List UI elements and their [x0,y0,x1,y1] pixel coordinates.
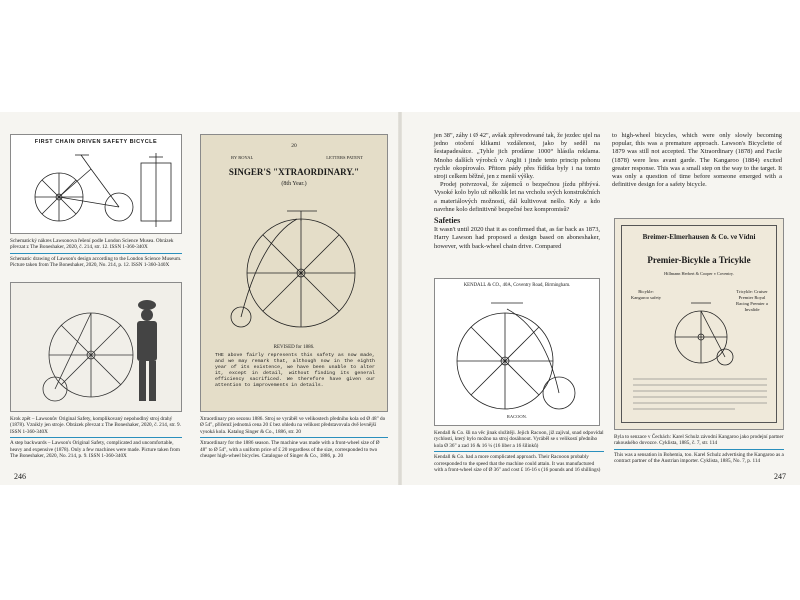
figure-safety-caption [10,238,182,271]
advert-right-column: Tricykle: Cruiser Premier Royal Racing Premier a Invalide [736,289,768,312]
caption-en: This was a sensation in Bohemia, too. Karel Schulz advertising the Kangaroo as a contract partner of the Austrian importer. Cyklista, 1885, No. 7, p. 114 [614,451,784,465]
paragraph-cz-2: Prodej potvrzoval, že zájemců o bezpečnou jízdu přibývá. Vysoké kolo bylo už několik let na vrcholu svých konstrukčních a materiálových možností, dál kultivovat nešlo. Kdy a kdo navrhne kolo definitivně bezpečné bez kompromisů? [434,181,600,213]
caption-cz: Kendall & Co. šli na věc jinak složitěji. Jejich Racoon, již zajíval, snad odpovídal rychlosti, který bylo možno na stroj dosáhnout. Vyráběl se s velikostí předního kola Ø 36" a zad 16 & 16 ¼ (16 liber a 16 šilinků) [434,430,604,449]
xtraordinary-bicycle-drawing [201,189,388,349]
caption-en: Schematic drawing of Lawson's design according to the London Science Museum. Picture taken from The Boneshaker, 2020, No. 214, p. 12. ISSN 1-360-340X [10,255,182,269]
catalogue-revised: REVISED for 1886. [273,345,315,350]
catalogue-subtitle: (8th Year.) [281,181,307,187]
figure-xtraordinary-catalogue [200,134,388,412]
advert-subtitle: Premier-Bicykle a Tricykle [647,255,751,265]
caption-cz: Schematický nákres Lawsonova řešení podle London Science Musea. Obrázek převzat z The Boneshaker, 2020, č. 214, str. 12. ISSN 1-360-340X [10,238,174,251]
figure-label: RACOON. [506,414,528,419]
paragraph-en-2: to high-wheel bicycles, which were only slowly becoming popular, this was a premature approach. Lawson's Bicyclette of 1879 was still not accepted. The Xtraordinary (1878) and Facile (1878) were less avant garde. The Kangaroo (1884) excited greater response. This was a small step on the way to the target. It was only a question of time before someone emerged with a definitive design for a safety bicycle. [612,132,782,189]
caption-en: A step backwards – Lawson's Original Safety, complicated and uncomfortable, heavy and expensive (1878). Only a few machines were made. Picture taken from The Boneshaker, 2020, No. 214, p. 9. ISSN 1-360-340X [10,440,180,460]
right-page [400,112,800,485]
figure-kendall-racoon [434,278,600,426]
caption-en: Xtraordinary for the 1886 season. The machine was made with a front-wheel size of Ø 48" to Ø 54", with a uniform price of £ 20 regardless of the size, corresponded to two cheaper high-wheel bicycles. Catalogue of Singer & Co., 1886, p. 20 [200,440,380,460]
figure-safety-schematic [10,134,182,234]
caption-cz: Krok zpět – Lawsonův Original Safety, komplikovaný nepohodlný stroj drahý (1878). Vznikly jen stroje. Obrázek převzat z The Boneshaker, 2020, č. 214, str. 9. ISSN 1-360-340X [10,416,181,435]
caption-cz: Xtraordinary pro sezonu 1886. Stroj se vyráběl ve velikostech předního kola od Ø 48" do Ø 54", přičemž jednotná cena 20 £ bez ohledu na velikost představovala dvě levnější vysoká kola. Katalog Singer & Co., 1886, str. 20 [200,416,386,435]
left-page [0,112,400,485]
catalogue-royal: BY ROYAL [231,155,254,160]
page-number-left: 246 [14,472,26,481]
figure-racoon-caption [434,430,604,475]
figure-original-safety-caption [10,416,182,461]
figure-premier-advert [614,218,784,430]
caption-cz: Byla to senzace v Čechách: Karel Schulz závodní Kangaroo jako prodejní partner rakouského dovozce. Cyklista, 1885, č. 7, str. 114 [614,434,784,447]
section-heading-safeties: Safeties [434,216,461,226]
catalogue-title: SINGER'S "XTRAORDINARY." [228,167,360,177]
catalogue-page-number: 20 [291,143,297,149]
kangaroo-bicycle-drawing [615,219,784,430]
safety-bicycle-drawing [11,135,182,234]
advert-left-column: Bicykle: Kangaroo safety [630,289,662,300]
catalogue-text: THE above fairly represents this safety as now made, and we may remark that, although now in the eighth year of its existence, we have been unable to alter it, except in detail, without finding its general efficiency sacrificed. We therefore have given our attention to improvements in details. [215,353,375,388]
book-spread [0,112,800,485]
advert-title-top: Breimer-Elmerhausen & Co. ve Vídni [642,233,756,241]
paragraph-cz-1: jen 38", záhy i Ø 42", avšak zpřevodované tak, že jezdec ujel na jedno otočení klikami vzdálenost, jako by seděl na šestapadesátce. „Tyhle jich prodáme 1000“ hlásila reklama. Mnoho dalších výrobců v Anglii i jinde tento princip pohonu rychle okopírovalo. Přitom pády přes řídítka byly i na tomto stroji celkem běžné, jen z menší výšky. [434,132,600,181]
figure-header: FIRST CHAIN DRIVEN SAFETY BICYCLE [34,139,158,145]
catalogue-patent: LETTERS PATENT [326,155,363,160]
figure-premier-caption [614,434,784,467]
figure-xtraordinary-caption [200,416,388,461]
column-2-text [612,132,782,189]
page-number-right: 247 [774,472,786,481]
column-1-text [434,132,600,251]
original-safety-drawing [11,283,182,412]
racoon-bicycle-drawing [435,279,600,426]
figure-original-safety [10,282,182,412]
caption-en: Kendall & Co. had a more complicated approach. Their Racooon probably corresponded to the speed that the machine could attain. It was manufactured with a front-wheel size of Ø 36" and cost £ 16-16 s (16 pounds and 16 shillings) [434,454,601,474]
paragraph-en-1: It wasn't until 2020 that it as confirmed that, as far back as 1873, Harry Lawson had proposed a design based on aboneshaker, however, with back-wheel chain drive. Compared [434,226,600,250]
figure-header: KENDALL & CO., 40A, Coventry Road, Birmingham. [463,283,571,288]
advert-small: Hillmann Herbert & Cooper v Coventry. [664,271,734,276]
